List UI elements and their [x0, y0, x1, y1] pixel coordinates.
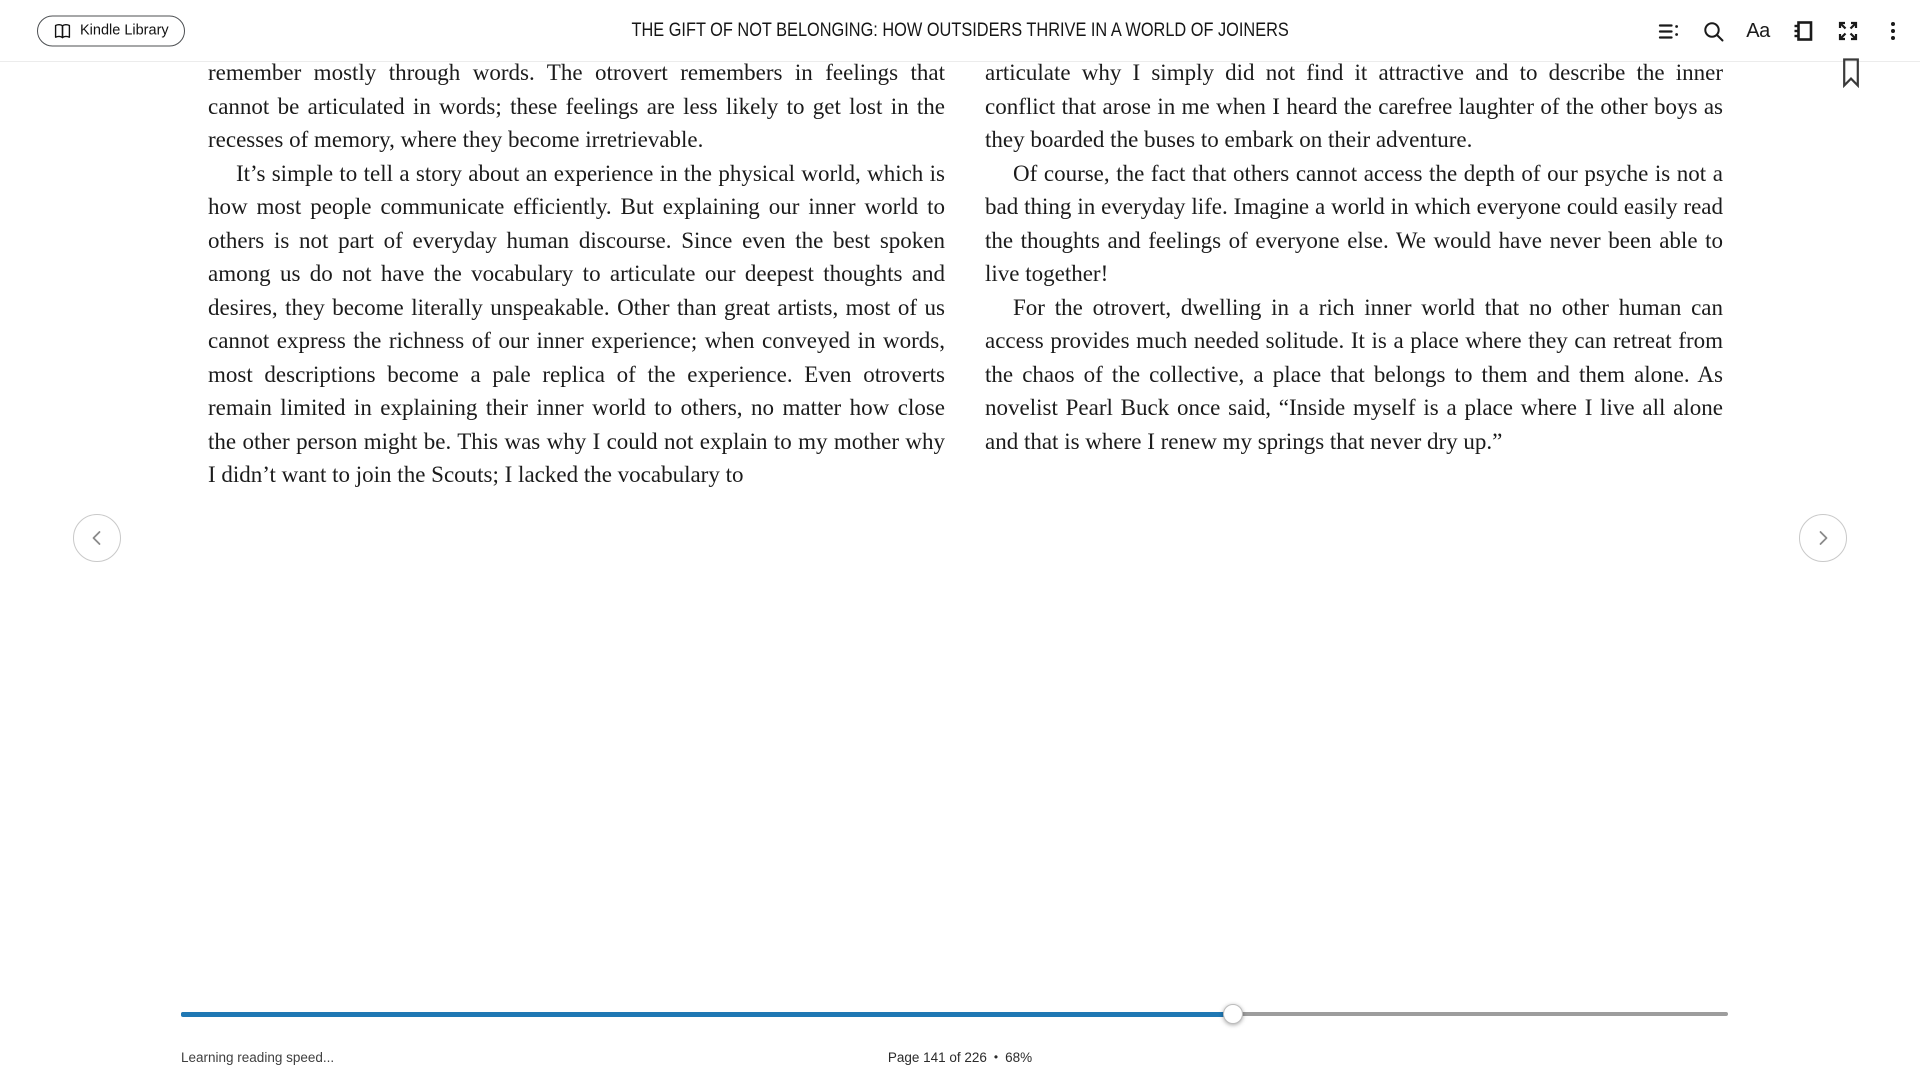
separator-dot: • — [993, 1050, 999, 1064]
paragraph: articulate why I simply did not find it attractive and to describe the inner conflict that arose in me when I heard the carefree laughter of the other boys as they boarded the buses to embark on their adventure. — [985, 60, 1723, 152]
next-page-button[interactable] — [1799, 514, 1847, 562]
page-number-label: Page 141 of 226 — [887, 1050, 987, 1065]
progress-handle[interactable] — [1223, 1004, 1243, 1024]
overflow-menu-icon[interactable] — [1881, 19, 1905, 43]
chevron-right-icon — [1813, 528, 1833, 548]
book-title: THE GIFT OF NOT BELONGING: HOW OUTSIDERS THRIVE IN A WORLD OF JOINERS — [631, 20, 1289, 41]
percent-label: 68% — [1005, 1050, 1033, 1065]
page-column-right — [985, 56, 1723, 458]
search-icon[interactable] — [1701, 19, 1725, 43]
typography-icon[interactable]: Aa — [1746, 19, 1770, 42]
progress-fill — [181, 1012, 1233, 1017]
paragraph: For the otrovert, dwelling in a rich inner world that no other human can access provides much needed solitude. It is a place where they can retreat from the chaos of the collective, a place that belongs to them and them alone. As novelist Pearl Buck once said, “Inside myself is a place where I live all alone and that is where I renew my springs that never dry up.” — [985, 294, 1723, 454]
reading-speed-status: Learning reading speed... — [181, 1050, 335, 1065]
toolbar — [1656, 0, 1905, 62]
paragraph: remember mostly through words. The otrovert remembers in feelings that cannot be articulated in words; these feelings are less likely to get lost in the recesses of memory, where they become irretrievable. — [208, 60, 945, 152]
fullscreen-icon[interactable] — [1836, 19, 1860, 43]
progress-slider[interactable] — [181, 1012, 1728, 1016]
previous-page-button[interactable] — [73, 514, 121, 562]
chevron-left-icon — [87, 528, 107, 548]
bookmark-icon[interactable] — [1842, 58, 1860, 93]
paragraph: It’s simple to tell a story about an experience in the physical world, which is how most people communicate efficiently. But explaining our inner world to others is not part of everyday human discourse. Since even the best spoken among us do not have the vocabulary to articulate our deepest thoughts and desires, they become literally unspeakable. Other than great artists, most of us cannot express the richness of our inner experience; when conveyed in words, most descriptions become a pale replica of the experience. Even otroverts remain limited in explaining their inner world to others, no matter how close the other person might be. This was why I could not explain to my mother why I didn’t want to join the Scouts; I lacked the vocabulary to — [208, 160, 945, 487]
header-bar — [0, 0, 1920, 62]
toc-icon[interactable] — [1656, 19, 1680, 43]
reading-settings-icon[interactable] — [1791, 19, 1815, 43]
page-info — [0, 1050, 1920, 1065]
kindle-library-label: Kindle Library — [80, 22, 169, 39]
paragraph: Of course, the fact that others cannot access the depth of our psyche is not a bad thing in everyday life. Imagine a world in which everyone could easily read the thoughts and feelings of everyone else. We would have never been able to live together! — [985, 160, 1723, 286]
page-column-left — [208, 56, 945, 492]
